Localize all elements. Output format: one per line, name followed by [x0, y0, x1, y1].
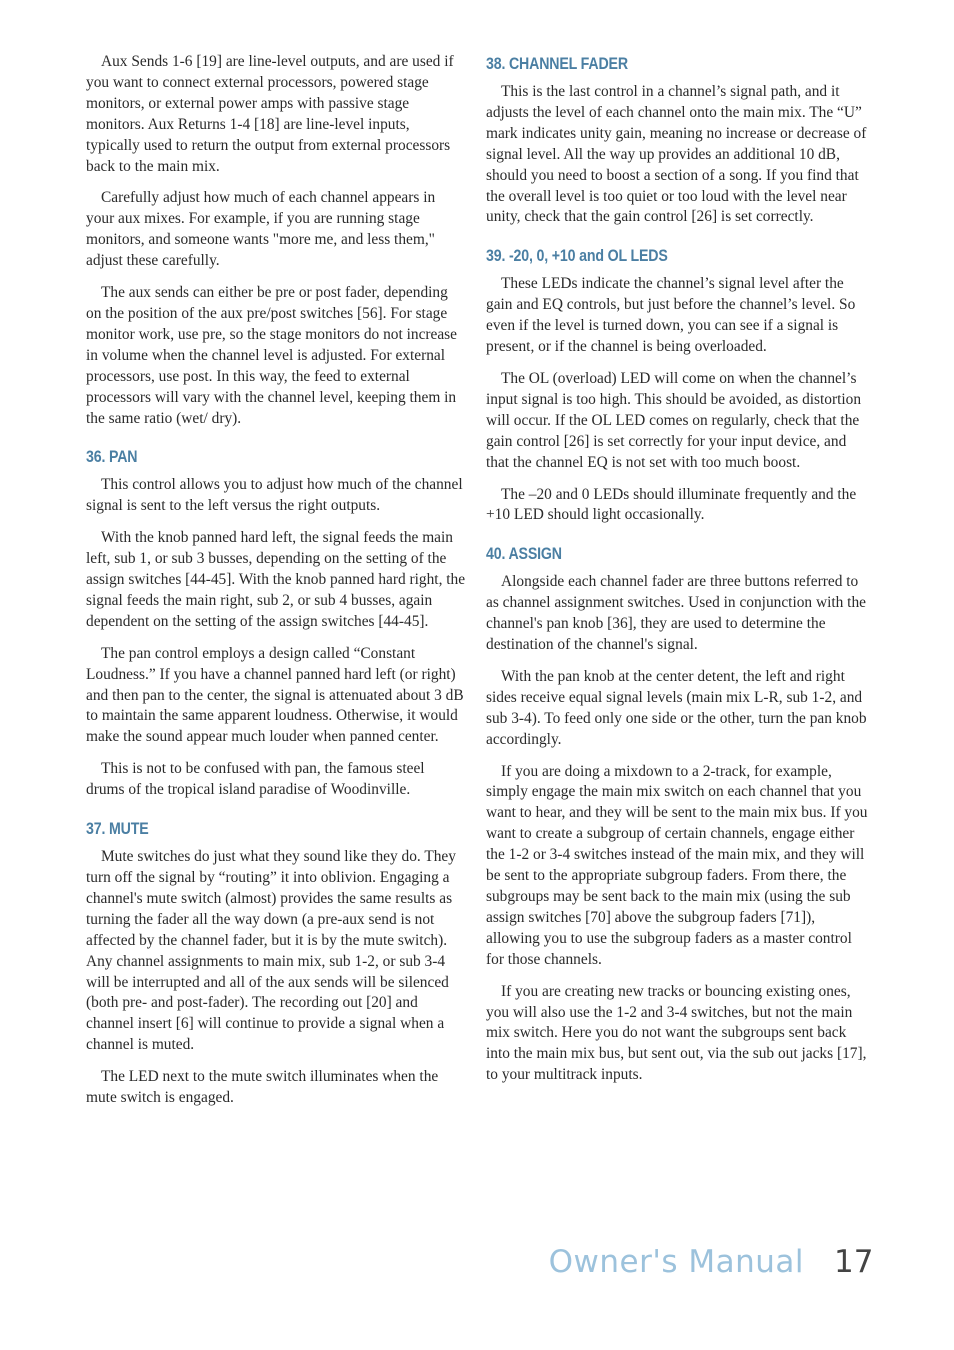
assign-paragraph-3: If you are doing a mixdown to a 2-track, for example, simply engage the main mix switch on each channel that you want to hear, and they will be sent to the main mix bus. If you want to create a subgroup of certain channels, engage either the 1-2 or 3-4 switches instead of the main mix, and they will be sent to the appropriate subgroup faders. From there, the subgroups may be sent back to the main mix (using the sub assign switches [70] above the subgroup faders [71]), allowing you to use the subgroup faders as a master control for those channels. — [486, 762, 868, 968]
assign-heading: 40. ASSIGN — [486, 545, 562, 564]
aux-sends-paragraph: Aux Sends 1-6 [19] are line-level outputs, and are used if you want to connect external processors, powered stage monitors, or external power amps with passive stage monitors. Aux Returns 1-4 [18] are line-level inputs, typically used to return the output from external processors back to the main mix. — [86, 53, 454, 175]
pan-paragraph-2: With the knob panned hard left, the signal feeds the main left, sub 1, or sub 3 busses, depending on the setting of the assign switches [44-45]. With the knob panned hard right, the signal feeds the main right, sub 2, or sub 4 busses, again dependent on the setting of the assign switches [44-45]. — [86, 529, 466, 630]
channel-fader-heading: 38. CHANNEL FADER — [486, 55, 628, 73]
leds-paragraph-3: The –20 and 0 LEDs should illuminate frequently and the +10 LED should light occasionally. — [486, 485, 857, 524]
leds-paragraph-1: These LEDs indicate the channel’s signal level after the gain and EQ controls, but just before the channel’s level. So even if the level is turned down, you can see if a signal is present, or if the channel is being overloaded. — [486, 275, 856, 356]
aux-mix-paragraph: Carefully adjust how much of each channel appears in your aux mixes. For example, if you are running stage monitors, and someone wants "more me, and less them," adjust these carefully. — [86, 189, 436, 270]
mute-paragraph-1: Mute switches do just what they sound like they do. They turn off the signal by “routing” it into oblivion. Engaging a channel's mute switch (almost) provides the same results as turning the fader all the way down (a pre-aux send is not affected by the channel fader, but it is by the mute switch). Any channel assignments to main mix, sub 1-2, or sub 3-4 will be interrupted and all of the aux sends will be silenced (both pre- and post-fader). The recording out [20] and channel insert [6] will continue to provide a signal when a channel is muted. — [86, 848, 456, 1054]
assign-paragraph-2: With the pan knob at the center detent, the left and right sides receive equal signal levels (main mix L-R, sub 1-2, and sub 3-4). To feed only one side or the other, turn the pan knob accordingly. — [486, 667, 867, 748]
left-column — [86, 52, 466, 1120]
manual-title: Owner's Manual — [548, 1244, 804, 1280]
assign-paragraph-1: Alongside each channel fader are three buttons referred to as channel assignment switches. Used in conjunction with the channel's pan knob [36], they are used to determine the destination of the channel's signal. — [486, 573, 866, 654]
pan-heading: 36. PAN — [86, 448, 138, 467]
pan-paragraph-1: This control allows you to adjust how much of the channel signal is sent to the left versus the right outputs. — [86, 476, 463, 515]
page-footer — [0, 1240, 954, 1290]
leds-heading: 39. -20, 0, +10 and OL LEDS — [486, 247, 668, 266]
assign-paragraph-4: If you are creating new tracks or bouncing existing ones, you will also use the 1-2 and 3-4 switches, but not the main mix switch. Here you do not want the subgroups sent back into the main mix bus, but sent out, via the sub out jacks [17], to your multitrack inputs. — [486, 982, 867, 1084]
page-number: 17 — [834, 1244, 874, 1280]
channel-fader-paragraph: This is the last control in a channel’s signal path, and it adjusts the level of each channel onto the main mix. The “U” mark indicates unity gain, meaning no increase or decrease of signal level. All the way up provides an additional 10 dB, should you need to boost a section of a song. If you find that the overall level is too quiet or too loud with the level near unity, check that the gain control [26] is set correctly. — [486, 83, 867, 226]
mute-heading: 37. MUTE — [86, 820, 149, 839]
aux-pre-post-paragraph: The aux sends can either be pre or post fader, depending on the position of the aux pre/post switches [56]. For stage monitor work, use pre, so the stage monitors do not increase in volume when the channel level is adjusted. For external processors, use post. In this way, the feed to external processors will vary with the channel level, keeping them in the same ratio (wet/ dry). — [86, 284, 458, 427]
right-column — [486, 52, 868, 1097]
pan-paragraph-3: The pan control employs a design called “Constant Loudness.” If you have a channel panned hard left (or right) and then pan to the center, the signal is attenuated about 3 dB to maintain the same apparent loudness. Otherwise, it would make the sound appear much louder when panned center. — [86, 644, 464, 746]
leds-paragraph-2: The OL (overload) LED will come on when the channel’s input signal is too high. This should be avoided, as distortion will occur. If the OL LED comes on regularly, check that the gain control [26] is set correctly for your input device, and that the channel EQ is not set with too much boost. — [486, 369, 862, 471]
mute-paragraph-2: The LED next to the mute switch illuminates when the mute switch is engaged. — [86, 1068, 439, 1107]
pan-paragraph-4: This is not to be confused with pan, the famous steel drums of the tropical island paradise of Woodinville. — [86, 760, 425, 799]
